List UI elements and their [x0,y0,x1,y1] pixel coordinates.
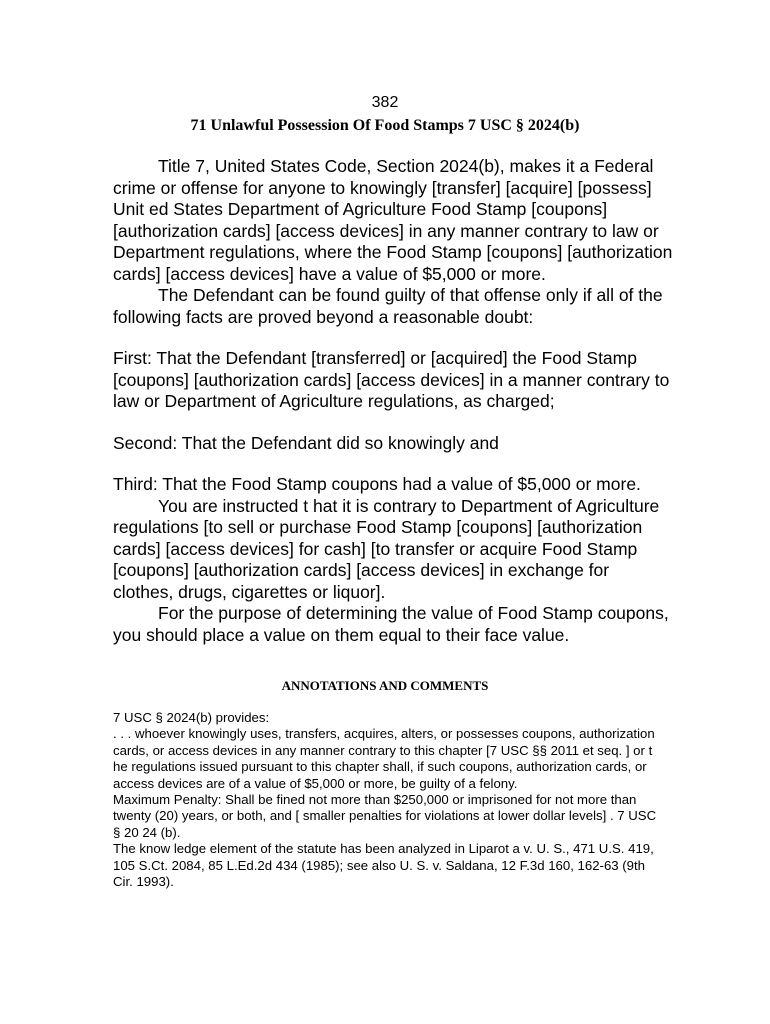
paragraph-regulations: You are instructed t hat it is contrary to Department of Agriculture regulations [to sell or purchase Food Stamp [coupons] [authorization cards] [access devices] for cash] [to transfer or acquire Food Stamp [coupons] [authorization cards] [access devices] in exchange for clothes, drugs, cigarettes or liquor]. [113,495,660,602]
annotations-body [113,710,663,890]
page-title: 71 Unlawful Possession Of Food Stamps 7 USC § 2024(b) [190,117,580,134]
annotation-statute-ref: 7 USC § 2024(b) provides: [113,710,270,725]
page-number: 382 [371,94,399,111]
element-third: Third: That the Food Stamp coupons had a value of $5,000 or more. [113,474,641,494]
paragraph-value: For the purpose of determining the value of Food Stamp coupons, you should place a value on them equal to their face value. [113,603,669,645]
instruction-body [113,156,673,646]
annotation-max-penalty: Maximum Penalty: Shall be fined not more than $250,000 or imprisoned for not more than twenty (20) years, or both, and [ smaller penalties for violations at lower dollar levels] . 7 USC § 20 24 (b). [113,792,657,840]
element-second: Second: That the Defendant did so knowingly and [113,432,499,453]
paragraph-statute: Title 7, United States Code, Section 2024(b), makes it a Federal crime or offense for anyone to knowingly [transfer] [acquire] [possess] Unit ed States Department of Agriculture Food Stamp [coupons] [authorization cards] [access devices] in any manner contrary to law or Department regulations, where the Food Stamp [coupons] [authorization cards] [access devices] have a value of $5,000 or more. [113,156,673,284]
element-first: First: That the Defendant [transferred] or [acquired] the Food Stamp [coupons] [authorization cards] [access devices] in a manner contrary to law or Department of Agriculture regulations, as charged; [113,348,670,411]
annotation-case-law: The know ledge element of the statute has been analyzed in Liparot a v. U. S., 471 U.S. 419, 105 S.Ct. 2084, 85 L.Ed.2d 434 (1985); see also U. S. v. Saldana, 12 F.3d 160, 162-63 (9th Cir. 1993). [113,841,654,890]
annotation-statute-text: . . . whoever knowingly uses, transfers, acquires, alters, or possesses coupons, authorization cards, or access devices in any manner contrary to this chapter [7 USC §§ 2011 et seq. ] or t he regulations issued pursuant to this chapter shall, if such coupons, authorization cards, or access devices are of a value of $5,000 or more, be guilty of a felony. [113,726,655,791]
annotations-heading: ANNOTATIONS AND COMMENTS [281,678,489,693]
paragraph-guilty-standard: The Defendant can be found guilty of that offense only if all of the following facts are proved beyond a reasonable doubt: [113,285,663,327]
